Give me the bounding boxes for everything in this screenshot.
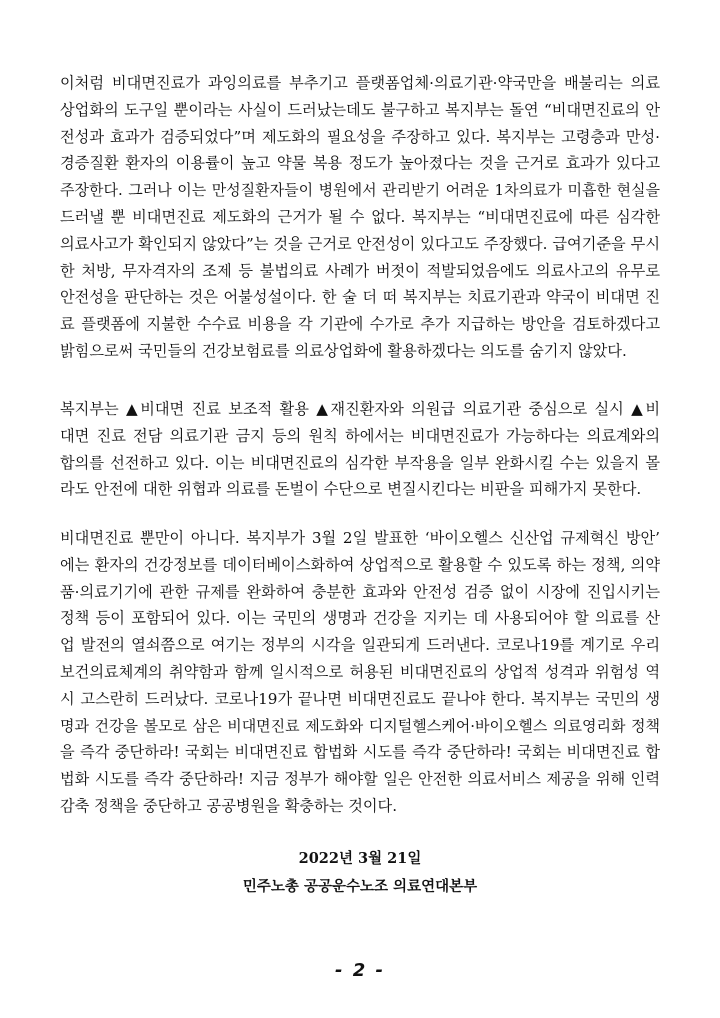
text-line: 전성과 효과가 검증되었다”며 제도화의 필요성을 주장하고 있다. 복지부는 고령층과 만성· xyxy=(60,127,660,146)
text-line: 합의를 선전하고 있다. 이는 비대면진료의 심각한 부작용을 일부 완화시킬 수는 있을지 몰 xyxy=(60,453,660,472)
text-line: 드러낼 뿐 비대면진료 제도화의 근거가 될 수 없다. 복지부는 “비대면진료에 따른 심각한 xyxy=(60,207,660,226)
text-line: 경증질환 환자의 이용률이 높고 약물 복용 정도가 높아졌다는 것을 근거로 효과가 있다고 xyxy=(60,154,660,173)
text-line: 대면 진료 전담 의료기관 금지 등의 원칙 하에서는 비대면진료가 가능하다는 의료계와의 xyxy=(60,426,660,445)
text-line: 품·의료기기에 관한 규제를 완화하여 충분한 효과와 안전성 검증 없이 시장에 진입시키는 xyxy=(60,582,660,601)
text-line: 업 발전의 열쇠쯤으로 여기는 정부의 시각을 일관되게 드러낸다. 코로나19를 계기로 우리 xyxy=(60,636,660,655)
text-line: 이처럼 비대면진료가 과잉의료를 부추기고 플랫폼업체·의료기관·약국만을 배불리는 의료 xyxy=(60,74,660,92)
text-line: 라도 안전에 대한 위협과 의료를 돈벌이 수단으로 변질시킨다는 비판을 피해가지 못한다. xyxy=(60,480,642,499)
text-line: 에는 환자의 건강정보를 데이터베이스화하여 상업적으로 활용할 수 있도록 하는 정책, 의약 xyxy=(60,555,660,574)
text-line: 을 즉각 중단하라! 국회는 비대면진료 합법화 시도를 즉각 중단하라! 국회는 비대면진료 합 xyxy=(60,743,660,762)
text-line: 의료사고가 확인되지 않았다”는 것을 근거로 안전성이 있다고도 주장했다. 급여기준을 무시 xyxy=(60,234,660,253)
text-line: 료 플랫폼에 지불한 수수료 비용을 각 기관에 수가로 추가 지급하는 방안을 검토하겠다고 xyxy=(60,315,660,334)
text-line: 시 고스란히 드러났다. 코로나19가 끝나면 비대면진료도 끝나야 한다. 복지부는 국민의 생 xyxy=(60,689,660,708)
issuing-organization: 민주노총 공공운수노조 의료연대본부 xyxy=(242,878,478,895)
paragraph-3 xyxy=(60,525,660,820)
text-line: 주장한다. 그러나 이는 만성질환자들이 병원에서 관리받기 어려운 1차의료가 미흡한 현실을 xyxy=(60,181,660,200)
text-line: 밝힘으로써 국민들의 건강보험료를 의료상업화에 활용하겠다는 의도를 숨기지 않았다. xyxy=(60,341,627,360)
paragraph-1 xyxy=(60,70,660,365)
page-number: - 2 - xyxy=(335,960,385,981)
text-line: 상업화의 도구일 뿐이라는 사실이 드러났는데도 불구하고 복지부는 돌연 “비대면진료의 안 xyxy=(60,100,660,119)
text-line: 명과 건강을 볼모로 삼은 비대면진료 제도화와 디지털헬스케어·바이오헬스 의료영리화 정책 xyxy=(60,716,660,735)
text-line: 법화 시도를 즉각 중단하라! 지금 정부가 해야할 일은 안전한 의료서비스 제공을 위해 인력 xyxy=(60,770,660,789)
text-line: 한 처방, 무자격자의 조제 등 불법의료 사례가 버젓이 적발되었음에도 의료사고의 유무로 xyxy=(60,261,660,280)
text-line: 정책 등이 포함되어 있다. 이는 국민의 생명과 건강을 지키는 데 사용되어야 할 의료를 산 xyxy=(60,609,660,628)
paragraph-2 xyxy=(60,396,660,503)
text-line: 안전성을 판단하는 것은 어불성설이다. 한 술 더 떠 복지부는 치료기관과 약국이 비대면 진 xyxy=(60,288,660,307)
text-line: 복지부는 ▲비대면 진료 보조적 활용 ▲재진환자와 의원급 의료기관 중심으로 실시 ▲비 xyxy=(60,400,660,418)
statement-date: 2022년 3월 21일 xyxy=(298,850,422,867)
text-line: 비대면진료 뿐만이 아니다. 복지부가 3월 2일 발표한 ‘바이오헬스 신산업 규제혁신 방안’ xyxy=(60,529,660,547)
text-line: 보건의료체계의 취약함과 함께 일시적으로 허용된 비대면진료의 상업적 성격과 위험성 역 xyxy=(60,662,660,681)
text-line: 감축 정책을 중단하고 공공병원을 확충하는 것이다. xyxy=(60,796,398,815)
